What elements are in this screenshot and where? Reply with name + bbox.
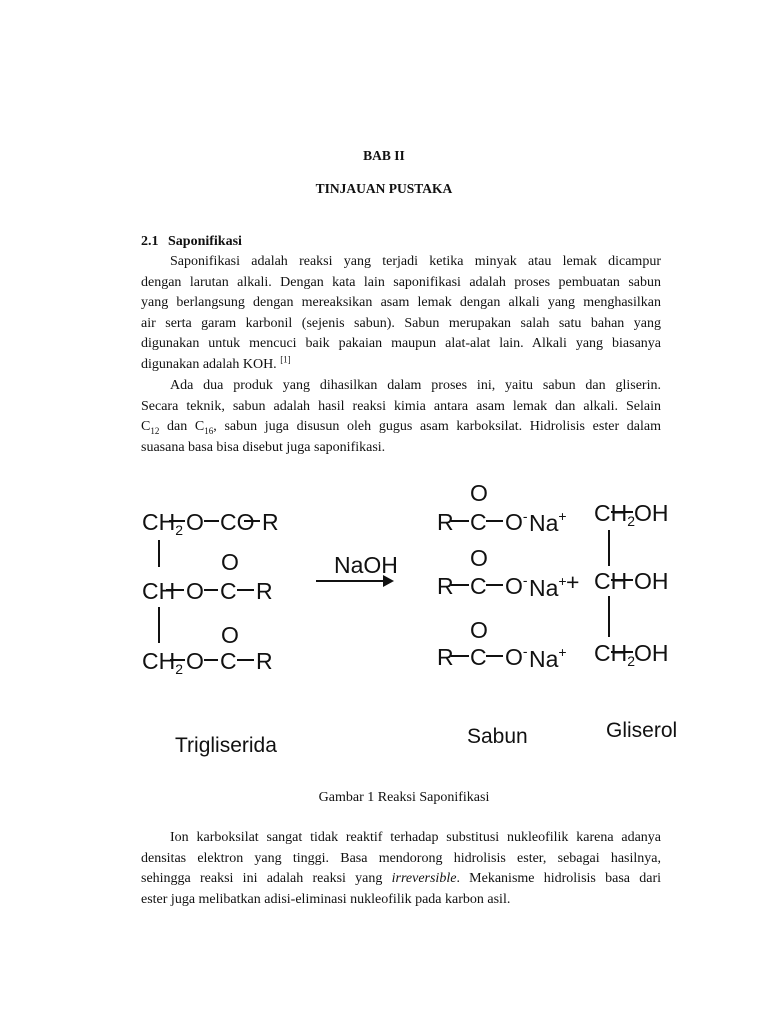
italic-term: irreversible [391, 871, 457, 887]
paragraph-products [141, 376, 661, 458]
chem-label: O- [505, 572, 528, 599]
chem-label: C [220, 578, 237, 604]
chem-label: $CH_2$ [594, 500, 636, 529]
chem-label: Na+ [529, 573, 567, 601]
reagent-label: NaOH [334, 552, 398, 578]
chem-label: C [470, 509, 487, 535]
chem-label: $CH_2$ [594, 640, 636, 669]
chem-label: CH [142, 578, 176, 604]
chem-label: C [470, 573, 487, 599]
chem-label: O [470, 480, 488, 506]
plus-sign: + [566, 569, 580, 595]
section-heading [141, 234, 242, 250]
chem-label: OH [634, 568, 669, 594]
text-line: Ion karboksilat sangat tidak reaktif terhadap substitusi nukleofilik karena adanya [170, 830, 661, 845]
chem-label: $CH_2$ [142, 509, 184, 538]
chem-label: C [220, 648, 237, 674]
chem-label: Na+ [529, 644, 567, 672]
product-label-gliserol: Gliserol [606, 719, 678, 742]
chem-label: O- [505, 643, 528, 670]
chem-label: O [221, 622, 239, 648]
chem-label: R [256, 578, 273, 604]
reactant-label: Trigliserida [175, 734, 277, 757]
chem-label: O [186, 648, 204, 674]
text-line: digunakan untuk mencuci baik pakaian maupun alat-alat lain. Alkali yang biasanya [141, 336, 661, 352]
chem-label: CO [220, 509, 255, 535]
chem-label: CH [594, 568, 628, 594]
chem-label: R [437, 644, 454, 670]
saponification-reaction-diagram [0, 470, 768, 770]
citation-ref: [1] [280, 354, 291, 365]
chem-label: R [262, 509, 279, 535]
chem-label: O- [505, 508, 528, 535]
chem-label: Na+ [529, 508, 567, 536]
chem-label: R [437, 573, 454, 599]
chem-label: OH [634, 500, 669, 526]
product-label-sabun: Sabun [467, 725, 528, 748]
chapter-heading: BAB II [363, 148, 405, 163]
chem-label: O [221, 549, 239, 575]
chem-label: O [470, 617, 488, 643]
chem-label: OH [634, 640, 669, 666]
section-number: 2.1 [141, 234, 159, 249]
chem-label: R [437, 509, 454, 535]
paragraph-karboksilat [141, 828, 661, 910]
text-line: Secara teknik, sabun adalah hasil reaksi kimia antara asam lemak dan alkali. Selain [141, 398, 661, 414]
chem-label: R [256, 648, 273, 674]
text-line: ester juga melibatkan adisi-eliminasi nukleofilik pada karbon asil. [141, 891, 511, 907]
chem-label: O [470, 545, 488, 571]
chem-label: O [186, 578, 204, 604]
section-title: Saponifikasi [168, 234, 242, 249]
chem-label: $CH_2$ [142, 648, 184, 677]
chapter-title: TINJAUAN PUSTAKA [315, 181, 453, 196]
text-line: $C_{12}$ dan $C_{16}$, sabun juga disusun oleh gugus asam karboksilat. Hidrolisis ester dalam [141, 419, 661, 436]
chem-label: C [470, 644, 487, 670]
figure-caption: Gambar 1 Reaksi Saponifikasi [318, 790, 490, 805]
paragraph-saponifikasi-definition [141, 252, 661, 376]
text-line: digunakan adalah KOH. [1] [141, 354, 291, 372]
text-line: yang berlangsung dengan mereaksikan asam lemak dengan alkali yang menghasilkan [141, 295, 661, 311]
text-line: densitas elektron yang tinggi. Basa mendorong hidrolisis ester, sebagai hasilnya, [141, 850, 661, 866]
chem-label: O [186, 509, 204, 535]
text-line: air serta garam karbonil (sejenis sabun). Sabun merupakan salah satu bahan yang [141, 315, 661, 331]
text-line: dengan larutan alkali. Dengan kata lain saponifikasi adalah proses pembuatan sabun [141, 274, 661, 290]
text-line: suasana basa bisa disebut juga saponifikasi. [141, 439, 386, 455]
text-line: Saponifikasi adalah reaksi yang terjadi ketika minyak atau lemak dicampur [170, 254, 661, 269]
text-line: sehingga reaksi ini adalah reaksi yang irreversible. Mekanisme hidrolisis basa dari [141, 871, 661, 887]
text-line: Ada dua produk yang dihasilkan dalam proses ini, yaitu sabun dan gliserin. [170, 378, 661, 393]
